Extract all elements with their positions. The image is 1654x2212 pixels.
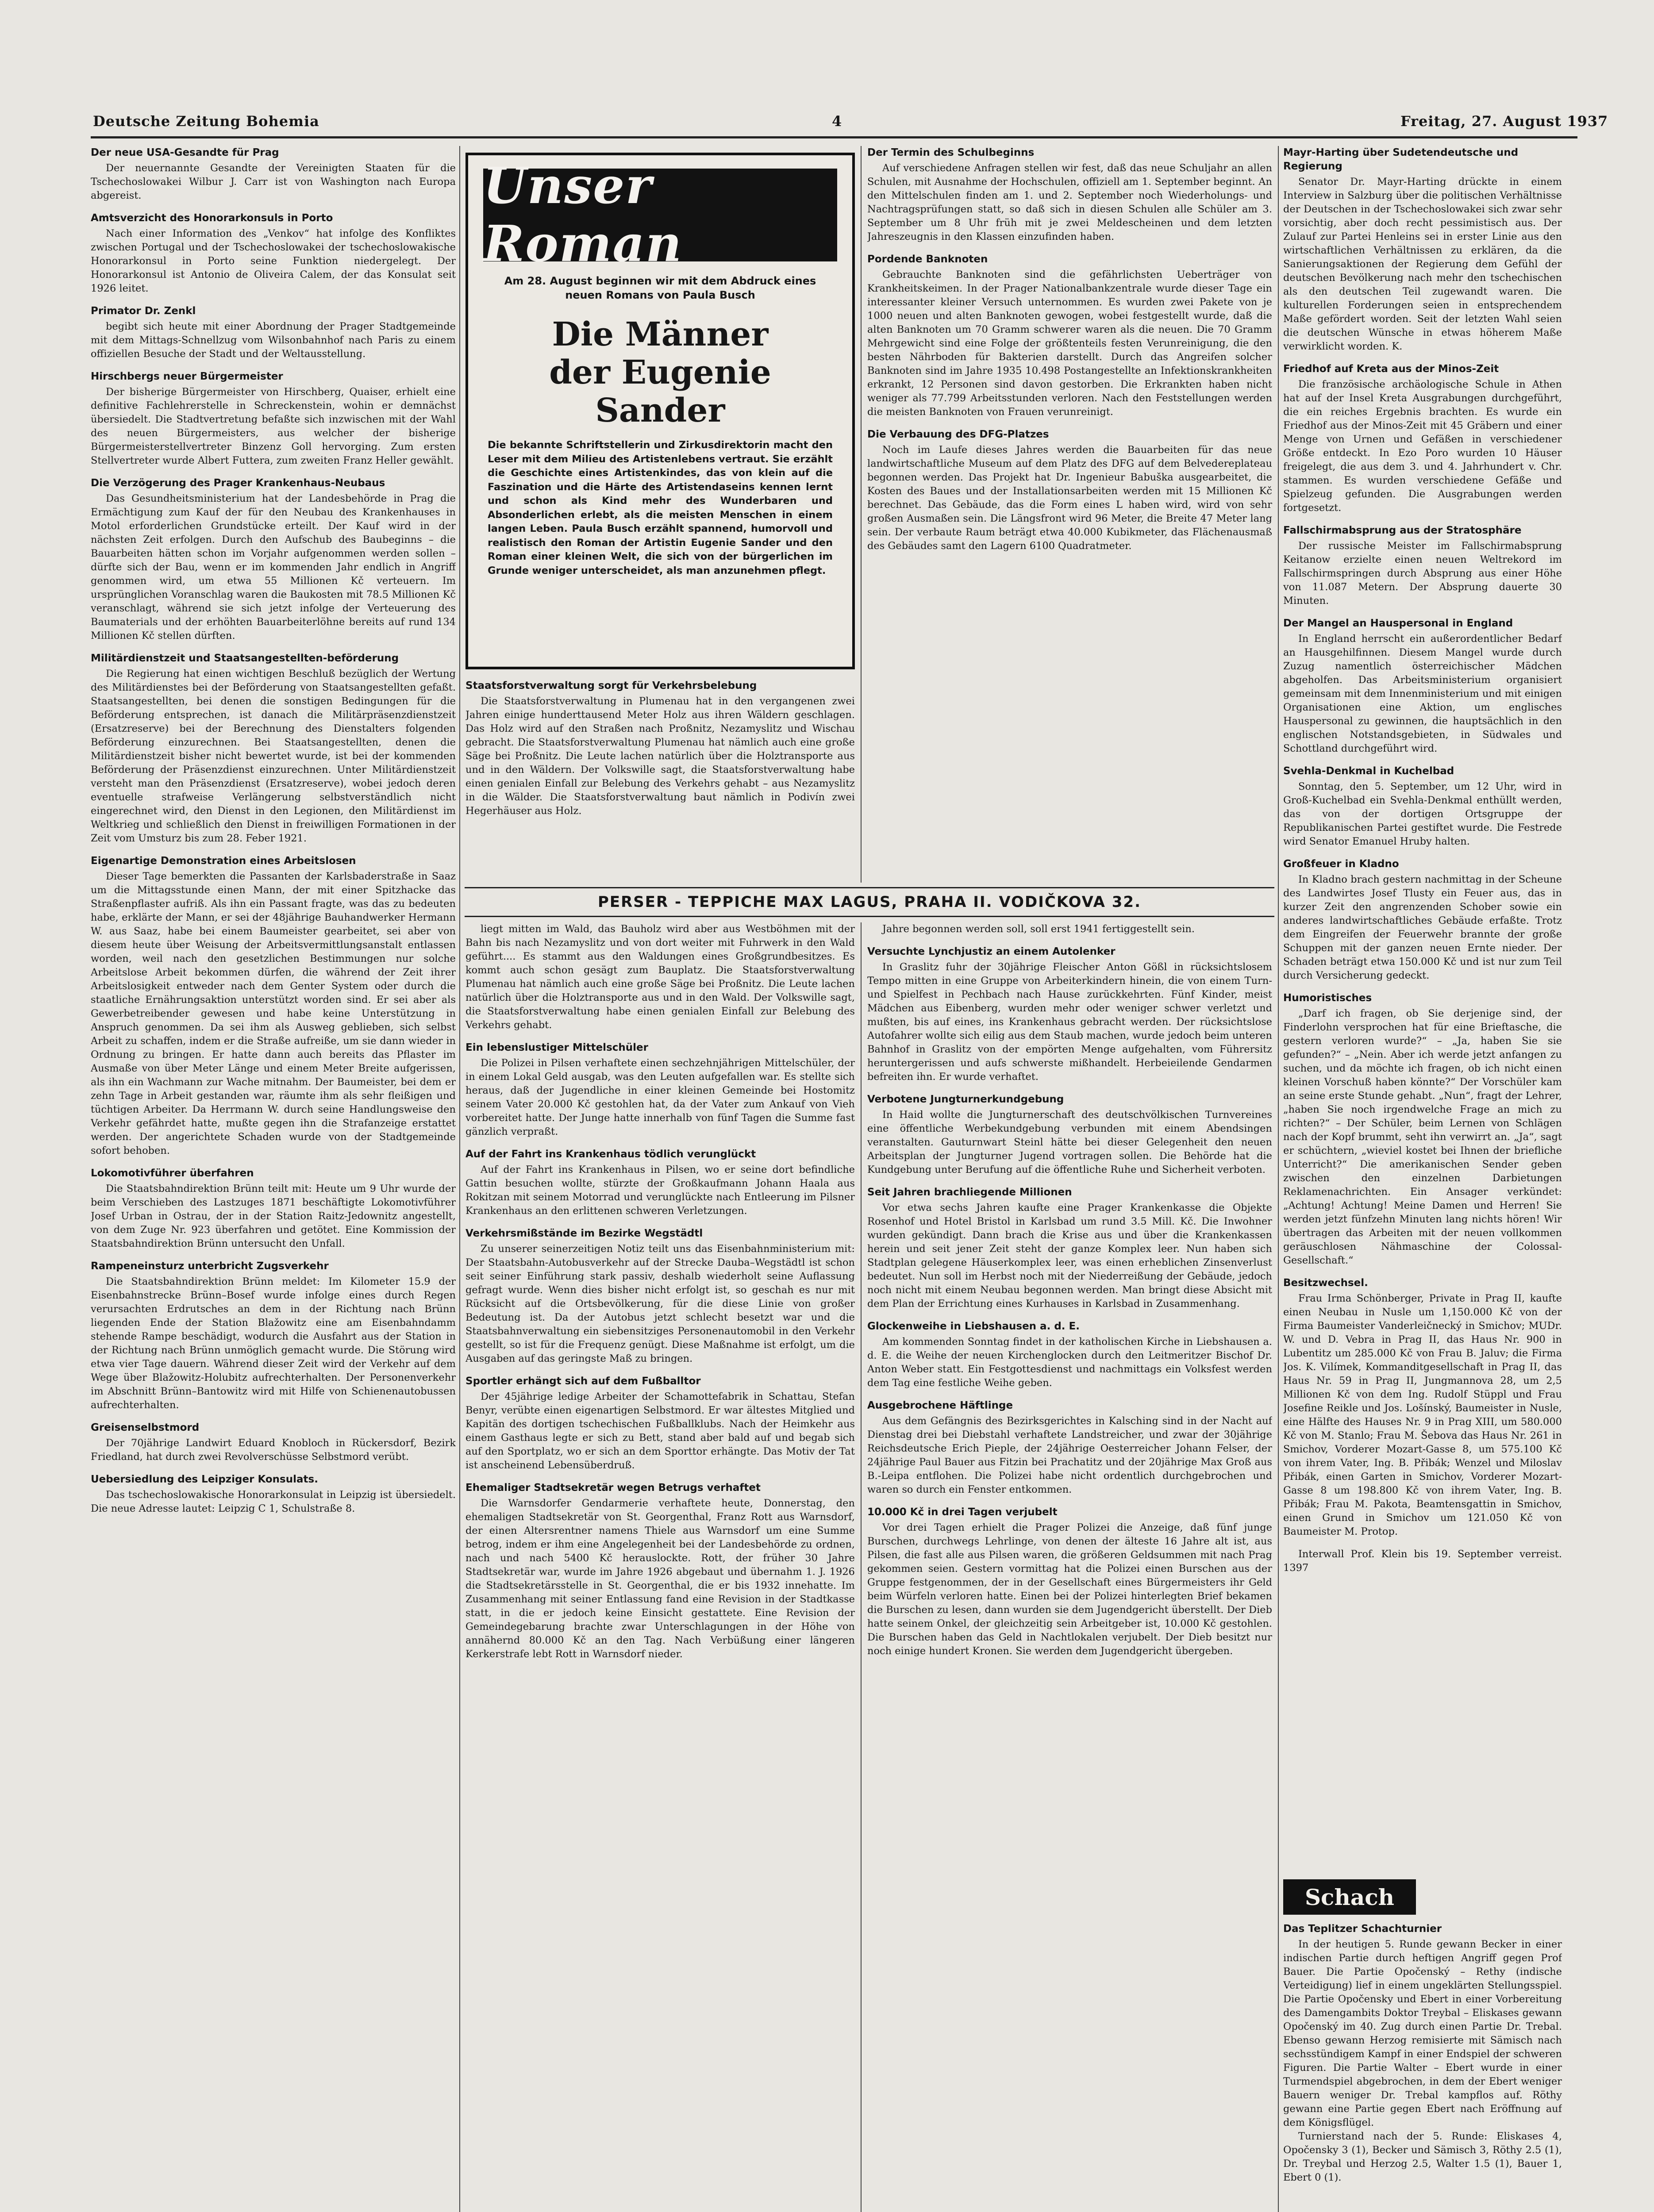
article-headline: Svehla-Denkmal in Kuchelbad [1283, 765, 1454, 777]
article-headline: Ehemaliger Stadtsekretär wegen Betrugs verhaftet [465, 1482, 761, 1494]
article-headline: Ausgebrochene Häftlinge [867, 1400, 1013, 1411]
article [1283, 991, 1562, 1267]
article-body: In Haid wollte die Jungturnerschaft des deutschvölkischen Turnvereines eine öffentliche Werbekundgebung verbunden mit einem Abendsingen veranstalten. Gauturnwart Steinl hätte bei dieser Gelegenheit den neuen Arbeitsplan der Jungturner Jugend vortragen sollen. Die Behörde hat die Kundgebung unter Berufung auf die öffentliche Ruhe und Sicherheit verboten. [867, 1109, 1272, 1175]
article-body: Jahre begonnen werden soll, soll erst 1941 fertiggestellt sein. [882, 923, 1195, 935]
article-headline: Die Verzögerung des Prager Krankenhaus-Neubaus [91, 477, 385, 489]
article-headline: Uebersiedlung des Leipziger Konsulats. [91, 1474, 318, 1485]
article-body: Am kommenden Sonntag findet in der katholischen Kirche in Liebshausen a. d. E. die Weihe der neuen Kirchenglocken durch den Leitmeritzer Bischof Dr. Anton Weber statt. Ein Festgottesdienst und nachmittags ein Volksfest werden dem Tag eine festliche Weihe geben. [867, 1336, 1272, 1389]
article-body: Dieser Tage bemerkten die Passanten der Karlsbaderstraße in Saaz um die Mittagsstunde einen Mann, der mit einer Spitzhacke das Straßenpflaster aufriß. Als ihn ein Passant fragte, was das zu bedeuten habe, erklärte der Mann, er sei der 48jährige Bauhandwerker Hermann W. aus Saaz, habe bei einem Baumeister gearbeitet, sei aber von diesem heute über Weisung der Arbeitsvermittlungsanstalt entlassen worden, weil nach den gesetzlichen Bestimmungen nur solche Arbeitslose Arbeit bekommen dürfen, die während der Zeit ihrer Arbeitslosigkeit entweder nach dem Genter System oder durch die staatliche Ernährungsaktion unterstützt worden sind. Er sei aber als Gewerbetreibender gewesen und habe keine Unterstützung in Anspruch genommen. Da sei ihm als Ausweg geblieben, sich selbst Arbeit zu schaffen, indem er die Straße aufreiße, um sie dann wieder in Ordnung zu bringen. Er hatte dann auch bereits das Pflaster im Ausmaße von über Meter Länge und einem Meter Breite aufgerissen, als ihn ein Wachmann zur Wache mitnahm. Der Baumeister, bei dem er zehn Tage in Arbeit gestanden war, räumte ihm als sehr fleißigen und tüchtigen Arbeiter. Da Herrmann W. durch seine Handlungsweise den Verkehr gefährdet hatte, mußte gegen ihn die Strafanzeige erstattet werden. Der angerichtete Schaden wurde von der Stadtgemeinde sofort behoben. [91, 871, 456, 1156]
article-body: Interwall Prof. Klein bis 19. September verreist. 1397 [1283, 1548, 1562, 1574]
chess-text: In der heutigen 5. Runde gewann Becker in einer indischen Partie durch heftigen Angriff gegen Prof Bauer. Die Partie Opočenský – Rethy (indische Verteidigung) lief in einem ungeklärten Stellungsspiel. Die Partie Opočensky und Ebert in einer Vorbereitung des Damengambits Doktor Treybal – Eliskases gewann Opočenský im 40. Zug durch einen Partie Dr. Trebal. Ebenso gewann Herzog remisierte mit Sämisch nach sechsstündigem Kampf in einer Endspiel der schweren Figuren. Die Partie Walter – Ebert wurde in einer Turmendspiel abgebrochen, in dem der Ebert weniger Bauern weniger Dr. Trebal kampflos auf. Röthy gewann eine Partie gegen Ebert nach Eröffnung auf dem Königsflügel. [1283, 1939, 1562, 2128]
article-body: Auf der Fahrt ins Krankenhaus in Pilsen, wo er seine dort befindliche Gattin besuchen wollte, stürzte der Großkaufmann Johann Haala aus Rokitzan mit seinem Motorrad und verunglückte nach Entleerung im Pilsner Krankenhaus an den erlittenen schweren Verletzungen. [465, 1164, 855, 1217]
article [465, 922, 855, 1032]
article-headline: Ein lebenslustiger Mittelschüler [465, 1042, 648, 1053]
article-headline: Auf der Fahrt ins Krankenhaus tödlich verunglückt [465, 1148, 756, 1160]
newspaper-name: Deutsche Zeitung Bohemia [93, 113, 319, 130]
article-body: Senator Dr. Mayr-Harting drückte in einem Interview in Salzburg über die politischen Verhältnisse der Deutschen in der Tschechoslowakei sich zwar sehr vorsichtig, aber doch recht pessimistisch aus. Der Zulauf zur Partei Henleins sei in erster Linie aus den wirtschaftlichen Verhältnissen zu erklären, da die Sanierungsaktionen der Regierung dem Gefühl der deutschen Bevölkerung nach mehr den tschechischen als den deutschen Teil zugewandt waren. Die kulturellen Forderungen seien in entsprechendem Maße gefördert worden. Seit der letzten Wahl seien die deutschen Wünsche in etwas höherem Maße verwirklicht worden. K. [1283, 176, 1562, 352]
article-headline: Seit Jahren brachliegende Millionen [867, 1187, 1072, 1198]
article [1283, 146, 1562, 353]
article-headline: Militärdienstzeit und Staatsangestellten-beförderung [91, 653, 399, 664]
column-2-top [465, 679, 855, 883]
novel-intro: Am 28. August beginnen wir mit dem Abdruck eines neuen Romans von Paula Busch [504, 275, 816, 301]
article-body: Die Staatsbahndirektion Brünn teilt mit: Heute um 9 Uhr wurde der beim Verschieben des Lastzuges 1871 beschäftigte Lokomotivführer Josef Urban in Ostrau, der in der Station Raitz-Jedownitz angestellt, von dem Zuge Nr. 923 überfahren und getötet. Eine Kommission der Staatsbahndirektion Brünn untersucht den Unfall. [91, 1183, 456, 1249]
article-body: In Graslitz fuhr der 30jährige Fleischer Anton Gößl in rücksichtslosem Tempo mitten in eine Gruppe von Arbeiterkindern hinein, die von einem Turn- und Spielfest in Pechbach nach Hause zurückkehrten. Fünf Kinder, meist Mädchen aus Eibenberg, wurden mehr oder weniger schwer verletzt und mußten, bis auf eines, ins Krankenhaus gebracht werden. Der rücksichtslose Autofahrer wollte sich eilig aus dem Staub machen, wurde jedoch beim unteren Bahnhof in Graslitz von der empörten Menge aufgehalten, vom Führersitz heruntergerissen und aufs schwerste mißhandelt. Herbeieilende Gendarmen befreiten ihn. Er wurde verhaftet. [867, 961, 1272, 1083]
column-2-bottom [465, 922, 855, 2212]
article [91, 854, 456, 1158]
column-divider [459, 146, 460, 2212]
article [465, 1481, 855, 1661]
article [867, 922, 1272, 936]
article-headline: Verkehrsmißstände im Bezirke Wegstädtl [465, 1228, 703, 1239]
article [1283, 1548, 1562, 1575]
article [1283, 362, 1562, 515]
column-divider [1278, 146, 1279, 2212]
article-body: begibt sich heute mit einer Abordnung der Prager Stadtgemeinde mit dem Mittags-Schnellzug vom Wilsonbahnhof nach Paris zu einem offiziellen Besuche der Stadt und der Weltausstellung. [91, 321, 456, 360]
article-body: Die Polizei in Pilsen verhaftete einen sechzehnjährigen Mittelschüler, der in einem Lokal Geld ausgab, was den Leuten aufgefallen war. Es stellte sich heraus, daß der Jugendliche in einer kleinen Gemeinde bei Hostomitz seinem Vater 20.000 Kč gestohlen hat, da der Vater zum Ankauf von Vieh vorbereitet hatte. Der Junge hatte innerhalb von fünf Tagen die Summe fast gänzlich verpraßt. [465, 1057, 855, 1137]
article [1283, 857, 1562, 983]
article-headline: Verbotene Jungturnerkundgebung [867, 1094, 1064, 1105]
article-body: Frau Irma Schönberger, Private in Prag II, kaufte einen Neubau in Nusle um 1,150.000 Kč von der Firma Baumeister Vanderleičnecký in Smichov; MUDr. W. und D. Vebra in Prag II, das Haus Nr. 900 in Lubentitz um 285.000 Kč von Frau B. Jaluv; die Firma Jos. K. Vilímek, Kommanditgesellschaft in Prag II, das Haus Nr. 59 in Prag II, Jungmannova 28, um 2,5 Millionen Kč von dem Ing. Rudolf Stüppl und Frau Josefine Reikle und Jos. Lošínský, Baumeister in Nusle, eine Hälfte des Hauses Nr. 9 in Prag XIII, um 580.000 Kč von M. Stanlo; Frau M. Šebova das Haus Nr. 261 in Smichov, Vorderer Mozart-Gasse 8, um 575.100 Kč von ihrem Vater, Ing. B. Přibák; Wenzel und Miloslav Přibák, einen Garten in Smichov, Vorderer Mozart-Gasse 8 um 198.800 Kč von ihrem Vater, Ing. B. Přibák; Frau M. Pakota, Beamtensgattin in Smichov, einen Grund in Smichov um 121.050 Kč von Baumeister M. Protop. [1283, 1293, 1562, 1537]
article [465, 1227, 855, 1366]
article-headline: Der neue USA-Gesandte für Prag [91, 147, 279, 158]
article-body: Der russische Meister im Fallschirmabsprung Keitanow erzielte einen neuen Weltrekord im Fallschirmspringen durch Absprung aus einer Höhe von 11.087 Metern. Der Absprung dauerte 30 Minuten. [1283, 540, 1562, 607]
article-headline: Lokomotivführer überfahren [91, 1167, 254, 1179]
article [91, 1473, 456, 1516]
article-body: Vor drei Tagen erhielt die Prager Polizei die Anzeige, daß fünf junge Burschen, durchwegs Lehrlinge, von denen der älteste 16 Jahre alt ist, aus Pilsen, die fast alle aus Pilsen waren, die größeren Geldsummen mit nach Prag gekommen seien. Gestern vormittag hat die Polizei einen Burschen aus der Gruppe festgenommen, der in der Gesellschaft eines Bürgermeisters ihr Geld beim Würfeln verloren hatte. Einen bei der Polizei hinterlegten Brief bekamen die Burschen zu lesen, dann wurden sie dem Jugendgericht überstellt. Der Dieb hatte seinem Onkel, der gleichzeitig sein Arbeitgeber ist, 10.000 Kč gestohlen. Die Burschen haben das Geld in Nachtlokalen verjubelt. Der Dieb besitzt nur noch einige hundert Kronen. Sie werden dem Jugendgericht übergeben. [867, 1522, 1272, 1657]
column-divider [861, 146, 862, 883]
article [91, 1260, 456, 1412]
article-headline: Rampeneinsturz unterbricht Zugsverkehr [91, 1260, 329, 1272]
article-body: Die Staatsbahndirektion Brünn meldet: Im Kilometer 15.9 der Eisenbahnstrecke Brünn–Bosef wurde infolge eines durch Regen verursachten Erdrutsches an dem in der Richtung nach Brünn liegenden Ende der Station Blažowitz eine am Eisenbahndamm stehende Rampe beschädigt, wodurch die Ausfahrt aus der Station in der Richtung nach Brünn unmöglich gemacht wurde. Die Störung wird etwa vier Tage dauern. Während dieser Zeit wird der Verkehr auf dem Wege über Blažowitz-Holubitz aufrechterhalten. Der Personenverkehr im Abschnitt Brünn–Bantowitz wird mit Hilfe von Schienenautobussen aufrechterhalten. [91, 1276, 456, 1411]
column-1 [91, 146, 456, 2212]
article [91, 1167, 456, 1251]
article-body: Vor etwa sechs Jahren kaufte eine Prager Krankenkasse die Objekte Rosenhof und Hotel Bristol in Karlsbad um rund 3.5 Mill. Kč. Die Inwohner wurden gekündigt. Dann brach die Krise aus und über die Krankenkassen herein und seit jener Zeit steht der ganze Komplex leer. Nun haben sich Stadtplan gelegene Häuserkomplex leer, was einen erheblichen Zinsenverlust bedeutet. Nun soll im Herbst noch mit der Niederreißung der Gebäude, jedoch noch nicht mit einem Neubau begonnen werden. Man bringt diese Absicht mit dem Plan der Errichtung eines Kurhauses in Karlsbad in Zusammenhang. [867, 1202, 1272, 1310]
article-body: In Kladno brach gestern nachmittag in der Scheune des Landwirtes Josef Tlusty ein Feuer aus, das in kurzer Zeit den angrenzenden Schober sowie ein anderes landwirtschaftliches Gebäude erfaßte. Trotz dem Eingreifen der Feuerwehr brannte der große Schuppen mit der ganzen neuen Ernte nieder. Der Schaden beträgt etwa 150.000 Kč und ist nur zum Teil durch Versicherung gedeckt. [1283, 874, 1562, 981]
article-body: Der bisherige Bürgermeister von Hirschberg, Quaiser, erhielt eine definitive Fachlehrerstelle in Schreckenstein, wohin er demnächst übersiedelt. Die Stadtvertretung befaßte sich inzwischen mit der Wahl des neuen Bürgermeisters, aus welcher der bisherige Bürgermeisterstellvertreter Binzenz Goll hervorging. Zum ersten Stellvertreter wurde Albert Futtera, zum zweiten Franz Heller gewählt. [91, 386, 456, 466]
novel-title [486, 315, 835, 430]
article [91, 304, 456, 361]
article-headline: Hirschbergs neuer Bürgermeister [91, 371, 283, 382]
article-headline: Friedhof auf Kreta aus der Minos-Zeit [1283, 363, 1499, 375]
article [91, 1421, 456, 1464]
article [867, 428, 1272, 553]
article [91, 370, 456, 468]
article-body: Aus dem Gefängnis des Bezirksgerichtes in Kalsching sind in der Nacht auf Dienstag drei bei Diebstahl verhaftete Landstreicher, und zwar der 30jährige Reichsdeutsche Erich Pieple, der 24jährige Oesterreicher Johann Felser, der 24jährige Paul Bauer aus Fitzin bei Prachatitz und der 20jährige Max Groß aus B.-Leipa entflohen. Die Polizei habe nicht ordentlich durchgebrochen und waren so durch ein Fenster entkommen. [867, 1415, 1272, 1495]
article-body: Der neuernannte Gesandte der Vereinigten Staaten für die Tschechoslowakei Wilbur J. Carr ist von Washington nach Europa abgereist. [91, 162, 456, 201]
article-headline: Der Mangel an Hauspersonal in England [1283, 618, 1513, 629]
article-headline: Die Verbauung des DFG-Platzes [867, 429, 1049, 440]
article [1283, 764, 1562, 849]
column-4 [1283, 146, 1562, 1871]
article-body: Zu unserer seinerzeitigen Notiz teilt uns das Eisenbahnministerium mit: Der Staatsbahn-Autobusverkehr auf der Strecke Dauba–Wegstädtl ist schon seit seiner Einführung stark passiv, deshalb wiederholt seine Auflassung gefragt wurde. Wenn dies bisher nicht erfolgt ist, so geschah es nur mit Rücksicht auf die Ortsbevölkerung, für die diese Linie von großer Bedeutung ist. Da der Autobus jetzt schlecht besetzt war und die Staatsbahnverwaltung ein siebensitziges Personenautomobil in den Verkehr gestellt, so ist für die Frequenz genügt. Diese Maßnahme ist erfolgt, um die Ausgaben auf das geringste Maß zu bringen. [465, 1243, 855, 1364]
article [867, 1186, 1272, 1311]
article-headline: Der Termin des Schulbeginns [867, 147, 1035, 158]
article-headline: Eigenartige Demonstration eines Arbeitslosen [91, 855, 356, 867]
article [91, 652, 456, 845]
article-body: liegt mitten im Wald, das Bauholz wird aber aus Westböhmen mit der Bahn bis nach Nezamyslitz und von dort weiter mit Fuhrwerk in den Wald geführt.... Es stammt aus den Waldungen eines Großgrundbesitzes. Es kommt auch schon gesägt zum Bauplatz. Die Staatsforstverwaltung Plumenau hat nämlich auch eine große Säge bei Proßnitz. Die Leute lachen natürlich über die Holztransporte aus und in den Wald. Der Volkswille sagt, die Staatsforstverwaltung habe einen genialen Einfall zur Belebung des Verkehrs gehabt. [465, 923, 855, 1031]
article [867, 253, 1272, 419]
novel-title-line-1: Die Männer [552, 315, 769, 353]
chess-standing: Turnierstand nach der 5. Runde: Eliskases 4, Opočensky 3 (1), Becker und Sämisch 3, Röthy 2.5 (1), Dr. Treybal und Herzog 2.5, Walter 1.5 (1), Bauer 1, Ebert 0 (1). [1283, 2131, 1562, 2183]
novel-banner: Unser Roman [483, 169, 837, 261]
article-headline: Großfeuer in Kladno [1283, 858, 1399, 870]
article-headline: Humoristisches [1283, 992, 1372, 1004]
novel-description: Die bekannte Schriftstellerin und Zirkusdirektorin macht den Leser mit dem Milieu des Artistenlebens vertraut. Sie erzählt die Geschichte eines Artistenkindes, das von klein auf die Faszination und die Härte des Artistendaseins kennen lernt und schon als Kind mehr des Wunderbaren und Absonderlichen erlebt, als die meisten Menschen in einem langen Leben. Paula Busch erzählt spannend, humorvoll und realistisch den Roman der Artistin Eugenie Sander und den Roman einer kleinen Welt, die sich von der bürgerlichen im Grunde weniger unterscheidet, als man anzunehmen pflegt. [488, 439, 833, 576]
article-body: Das Gesundheitsministerium hat der Landesbehörde in Prag die Ermächtigung zum Kauf der für den Neubau des Krankenhauses in Motol erforderlichen Grundstücke erteilt. Der Kauf wird in der nächsten Zeit erfolgen. Durch den Aufschub des Baubeginns – die Bauarbeiten hätten schon im Vorjahr aufgenommen werden sollen – dürfte sich der Bau, wenn er im kommenden Jahr endlich in Angriff genommen wird, um etwa 55 Millionen Kč verteuern. Im ursprünglichen Voranschlag waren die Baukosten mit 78.5 Millionen Kč veranschlagt, während sie sich jetzt infolge der Verteuerung des Baumaterials und der erhöhten Bauarbeiterlöhne bereits auf rund 134 Millionen Kč stellen dürften. [91, 493, 456, 641]
article-headline: Mayr-Harting über Sudetendeutsche und Regierung [1283, 147, 1519, 172]
article-body: Die Warnsdorfer Gendarmerie verhaftete heute, Donnerstag, den ehemaligen Stadtsekretär von St. Georgenthal, Franz Rott aus Warnsdorf, der einen Altersrentner namens Thiele aus Warnsdorf um eine Summe betrog, indem er ihm eine Angelegenheit bei der Landesbehörde zu ordnen, nach und nach 5400 Kč herauslockte. Rott, der früher 30 Jahre Stadtsekretär war, wurde im Jahre 1926 abgebaut und übernahm 1. J. 1926 die Stadtsekretärsstelle in St. Georgenthal, die er bis 1932 innehatte. Im Zusammenhang mit seiner Entlassung fand eine Revision in der Stadtkasse statt, in die er jedoch keine Einsicht gestattete. Eine Revision der Gemeindegebarung brachte zwar Unterschlagungen in der Höhe von annähernd 80.000 Kč an den Tag. Nach Verbüßung einer längeren Kerkerstrafe lebt Rott in Warnsdorf nieder. [465, 1498, 855, 1660]
article [867, 1505, 1272, 1658]
article-body: Der 45jährige ledige Arbeiter der Schamottefabrik in Schattau, Stefan Benyr, verübte einen eigenartigen Selbstmord. Er war ältestes Mitglied und Kapitän des dortigen tschechischen Fußballklubs. Nach der Heimkehr aus einem Gasthaus legte er sich zu Bett, stand aber bald auf und begab sich auf den Sportplatz, wo er sich an dem Sporttor erhängte. Das Motiv der Tat ist anscheinend Lebensüberdruß. [465, 1391, 855, 1471]
article [91, 211, 456, 296]
article-body: Die französische archäologische Schule in Athen hat auf der Insel Kreta Ausgrabungen durchgeführt, die ein reiches Ergebnis brachten. Es wurde ein Friedhof aus der Minos-Zeit mit 45 Gräbern und einer Menge von Urnen und Gefäßen in verschiedener Größe entdeckt. In Ezo Poro wurden 10 Häuser freigelegt, die aus dem 3. und 4. Jahrhundert v. Chr. stammen. Es wurden verschiedene Gefäße und Spielzeug gefunden. Die Ausgrabungen werden fortgesetzt. [1283, 379, 1562, 514]
article-body: Sonntag, den 5. September, um 12 Uhr, wird in Groß-Kuchelbad ein Svehla-Denkmal enthüllt werden, das von der dortigen Ortsgruppe der Republikanischen Partei gestiftet wurde. Die Festrede wird Senator Emanuel Hruby halten. [1283, 781, 1562, 847]
header-rule [91, 136, 1577, 138]
article-headline: Fallschirmabsprung aus der Stratosphäre [1283, 525, 1522, 536]
article-headline: Amtsverzicht des Honorarkonsuls in Porto [91, 212, 333, 224]
article-headline: Staatsforstverwaltung sorgt für Verkehrsbelebung [465, 680, 757, 691]
novel-announcement-box [465, 153, 855, 669]
article-body: Noch im Laufe dieses Jahres werden die Bauarbeiten für das neue landwirtschaftliche Museum auf dem Platz des DFG auf dem Belvedereplateau begonnen werden. Das Projekt hat Dr. Ingenieur Babuška ausgearbeitet, die Kosten des Baues und der Installationsarbeiten werden mit 15 Millionen Kč berechnet. Das Gebäude, das die Form eines L haben wird, wird von sehr großen Ausmaßen sein. Die Längsfront wird 96 Meter, die Breite 47 Meter lang sein. Der verbaute Raum beträgt etwa 40.000 Kubikmeter, das Flächenausmaß des Gebäudes samt den Lagern 6100 Quadratmeter. [867, 444, 1272, 552]
article [1283, 1276, 1562, 1539]
article-headline: 10.000 Kč in drei Tagen verjubelt [867, 1506, 1058, 1518]
article [867, 1320, 1272, 1390]
article [867, 146, 1272, 244]
column-3-bottom [867, 922, 1272, 2212]
column-3-top [867, 146, 1272, 883]
article [91, 476, 456, 643]
article [465, 1041, 855, 1139]
article-headline: Pordende Banknoten [867, 253, 988, 265]
article-body: Auf verschiedene Anfragen stellen wir fest, daß das neue Schuljahr an allen Schulen, mit Ausnahme der Hochschulen, offiziell am 1. September beginnt. An den Mittelschulen finden am 1. und 2. September noch Wiederholungs- und Nachtragsprüfungen statt, so daß sich in diesen Schulen alle Schüler am 3. September um 8 Uhr früh mit je zwei Meldescheinen und dem letzten Jahreszeugnis in den Klassen einzufinden haben. [867, 162, 1272, 242]
article-headline: Besitzwechsel. [1283, 1277, 1368, 1289]
article-headline: Glockenweihe in Liebshausen a. d. E. [867, 1321, 1080, 1332]
article-body: Nach einer Information des „Venkov“ hat infolge des Konfliktes zwischen Portugal und der Tschechoslowakei der tschechoslowakische Honorarkonsul in Porto seine Funktion niedergelegt. Der Honorarkonsul ist Antonio de Oliveira Calem, der das Konsulat seit 1926 leitet. [91, 228, 456, 294]
article-headline: Versuchte Lynchjustiz an einem Autolenker [867, 946, 1115, 957]
page-number: 4 [832, 113, 842, 130]
article [867, 945, 1272, 1084]
article-body: Der 70jährige Landwirt Eduard Knobloch in Rückersdorf, Bezirk Friedland, hat durch zwei Revolverschüsse Selbstmord verübt. [91, 1437, 456, 1463]
article-body: „Darf ich fragen, ob Sie derjenige sind, der Finderlohn versprochen hat für eine Brieftasche, die gestern verloren wurde?“ – „Ja, haben Sie sie gefunden?“ – „Nein. Aber ich werde jetzt anfangen zu suchen, und da möchte ich fragen, ob ich nicht einen kleinen Vorschuß haben könnte?“ Der Vorschüler kam an seine erste Stunde gehabt. „Nun“, fragt der Lehrer, „haben Sie noch irgendwelche Frage an mich zu richten?“ – Der Schüler, beim Lernen von Schlägen nach der Kopf brummt, seht ihn verwirrt an. „Ja“, sagt er schüchtern, „wieviel kostet bei Ihnen der briefliche Unterricht?“ Die amerikanischen Sender geben zwischen den einzelnen Darbietungen Reklamenachrichten. Ein Ansager verkündet: „Achtung! Achtung! Meine Damen und Herren! Sie werden jetzt fünfzehn Minuten lang nichts hören! Wir übertragen das Arbeiten mit der neuen vollkommen geräuschlosen Nähmaschine der Colossal-Gesellschaft.“ [1283, 1008, 1562, 1266]
article-body: Die Regierung hat einen wichtigen Beschluß bezüglich der Wertung des Militärdienstes bei der Beförderung von Staatsangestellten gefaßt. Staatsangestellten, bei denen die sonstigen Bedingungen für die Beförderung entsprechen, ist danach die Militärpräsenzdienstzeit (Ersatzreserve) bei der Berechnung des Dienstalters folgenden Beförderung einzurechnen. Bei Staatsangestellten, denen die Militärdienstzeit bisher nicht bewertet wurde, ist bei der kommenden Beförderung der Präsenzdienst einzurechnen. Unter Militärdienstzeit versteht man den Präsenzdienst (Ersatzreserve), wobei jedoch deren eventuelle strafweise Verlängerung selbstverständlich nicht eingerechnet wird, den Dienst in den Legionen, den Militärdienst im Weltkrieg und schließlich den Dienst in freiwilligen Formationen in der Zeit vom Umsturz bis zum 28. Feber 1921. [91, 668, 456, 844]
carpet-advertisement: PERSER - TEPPICHE MAX LAGUS, PRAHA II. VODIČKOVA 32. [465, 887, 1274, 917]
chess-section-title: Schach [1283, 1879, 1416, 1915]
article [1283, 524, 1562, 608]
article-headline: Sportler erhängt sich auf dem Fußballtor [465, 1375, 701, 1387]
article-headline: Greisenselbstmord [91, 1422, 200, 1433]
article [465, 679, 855, 818]
article-body: Gebrauchte Banknoten sind die gefährlichsten Ueberträger von Krankheitskeimen. In der Prager Nationalbankzentrale wurde dieser Tage ein interessanter kleiner Versuch unternommen. Es wurden zwei Pakete von je 1000 neuen und alten Banknoten gewogen, wobei festgestellt wurde, daß die alten Banknoten um 70 Gramm schwerer waren als die neuen. Die 70 Gramm Mehrgewicht sind eine Folge der größtenteils festen Verunreinigung, die den besten Nährboden für Bakterien darstellt. Durch das Angreifen solcher Banknoten sind im Jahre 1935 10.498 Postangestellte an Infektionskrankheiten erkrankt, 12 Personen sind davon gestorben. Die Erkrankten haben nicht weniger als 77.799 Arbeitsstunden verloren. Nach den Feststellungen werden die meisten Banknoten von Frauen verunreinigt. [867, 269, 1272, 418]
article-headline: Primator Dr. Zenkl [91, 305, 196, 317]
article [1283, 617, 1562, 756]
article-body: Das tschechoslowakische Honorarkonsulat in Leipzig ist übersiedelt. Die neue Adresse lautet: Leipzig C 1, Schulstraße 8. [91, 1489, 456, 1514]
column-divider [861, 922, 862, 2212]
article [867, 1399, 1272, 1497]
article [91, 146, 456, 203]
novel-title-line-2: der Eugenie Sander [549, 353, 771, 430]
article [465, 1375, 855, 1472]
chess-heading: Das Teplitzer Schachturnier [1283, 1923, 1442, 1935]
issue-date: Freitag, 27. August 1937 [1400, 113, 1608, 130]
article-body: Die Staatsforstverwaltung in Plumenau hat in den vergangenen zwei Jahren einige hunderttausend Meter Holz aus ihren Wäldern geschlagen. Das Holz wird auf den Straßen nach Proßnitz, Nezamyslitz und Wischau gebracht. Die Staatsforstverwaltung Plumenau hat nämlich auch eine große Säge bei Proßnitz. Die Leute lachen natürlich über die Holztransporte aus und in den Wäldern. Der Volkswille sagt, die Staatsforstverwaltung habe einen genialen Einfall zur Belebung des Verkehrs gehabt – aus Nezamyslitz in die Wälder. Die Staatsforstverwaltung baut nämlich in Podivín zwei Hegerhäuser aus Holz. [465, 695, 855, 817]
article [465, 1148, 855, 1218]
article [867, 1093, 1272, 1177]
article-body: In England herrscht ein außerordentlicher Bedarf an Hausgehilfinnen. Diesem Mangel wurde durch Zuzug namentlich österreichischer Mädchen abgeholfen. Das Arbeitsministerium organisiert gemeinsam mit dem Innenministerium und mit einigen Organisationen eine Aktion, um englisches Hauspersonal zu gewinnen, die hauptsächlich in den englischen Notstandsgebieten, in Südwales und Schottland durchgeführt wird. [1283, 633, 1562, 754]
chess-section [1283, 1922, 1562, 2212]
